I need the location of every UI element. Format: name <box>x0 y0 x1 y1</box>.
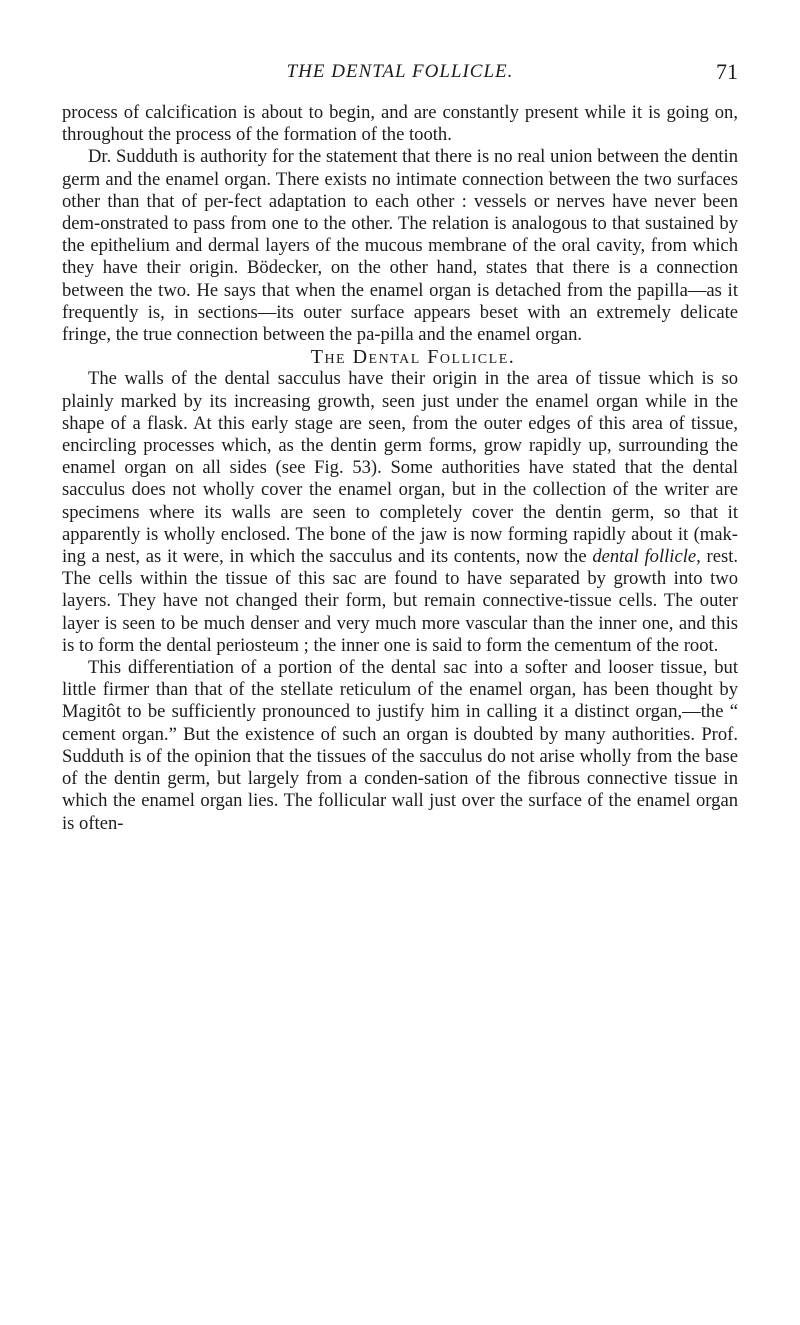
paragraph-continuation: process of calcification is about to begin, and are constantly present while it is going on, throughout the process of the formation of the tooth. <box>62 102 738 146</box>
paragraph-sudduth: Dr. Sudduth is authority for the statement that there is no real union between the dentin germ and the enamel organ. There exists no intimate connection between the two surfaces other than that of per-fect adaptation to each other : vessels or nerves have never been dem-onstrated to pass from one to the other. The relation is analogous to that sustained by the epithelium and dermal layers of the mucous membrane of the oral cavity, from which they have their origin. Bödecker, on the other hand, states that there is a connection between the two. He says that when the enamel organ is detached from the papilla—as it frequently is, in sections—its outer surface appears beset with an extremely delicate fringe, the true connection between the pa-pilla and the enamel organ. <box>62 146 738 346</box>
section-heading: The Dental Follicle. <box>310 346 516 369</box>
paragraph-text: The walls of the dental sacculus have their origin in the area of tissue which is so plainly marked by its increasing growth, seen just under the enamel organ while in the shape of a flask. At this early stage are seen, from the outer edges of this area of tissue, encircling processes which, as the dentin germ forms, grow rapidly up, surrounding the enamel organ on all sides (see Fig. 53). Some authorities have stated that the dental sacculus does not wholly cover the enamel organ, but in the collection of the writer are specimens where its walls are seen to completely cover the dentin germ, so that it apparently is wholly enclosed. The bone of the jaw is now forming rapidly about it (mak-ing a nest, as it were, in which the sacculus and its contents, now the <box>62 368 738 568</box>
paragraph-differentiation: This differentiation of a portion of the dental sac into a softer and looser tissue, but little firmer than that of the stellate reticulum of the enamel organ, has been thought by Magitôt to be sufficiently pronounced to justify him in calling it a distinct organ,—the “ cement organ.” But the existence of such an organ is doubted by many authorities. Prof. Sudduth is of the opinion that the tissues of the sacculus do not arise wholly from the base of the dentin germ, but largely from a conden-sation of the fibrous connective tissue in which the enamel organ lies. The follicular wall just over the surface of the enamel organ is often- <box>62 657 738 834</box>
italic-term: dental follicle, <box>592 546 701 568</box>
body-text <box>62 102 738 835</box>
page-header <box>62 61 738 91</box>
paragraph-dental-sacculus <box>62 368 738 657</box>
paragraph-text: rest. The cells within the tissue of this sac are found to have separated by growth into two layers. They have not changed their form, but remain connective-tissue cells. The outer layer is seen to be much denser and very much more vascular than the inner one, and this is to form the dental periosteum ; the inner one is said to form the cementum of the root. <box>62 546 739 656</box>
page-number: 71 <box>716 59 738 84</box>
running-title: THE DENTAL FOLLICLE. <box>286 61 514 82</box>
